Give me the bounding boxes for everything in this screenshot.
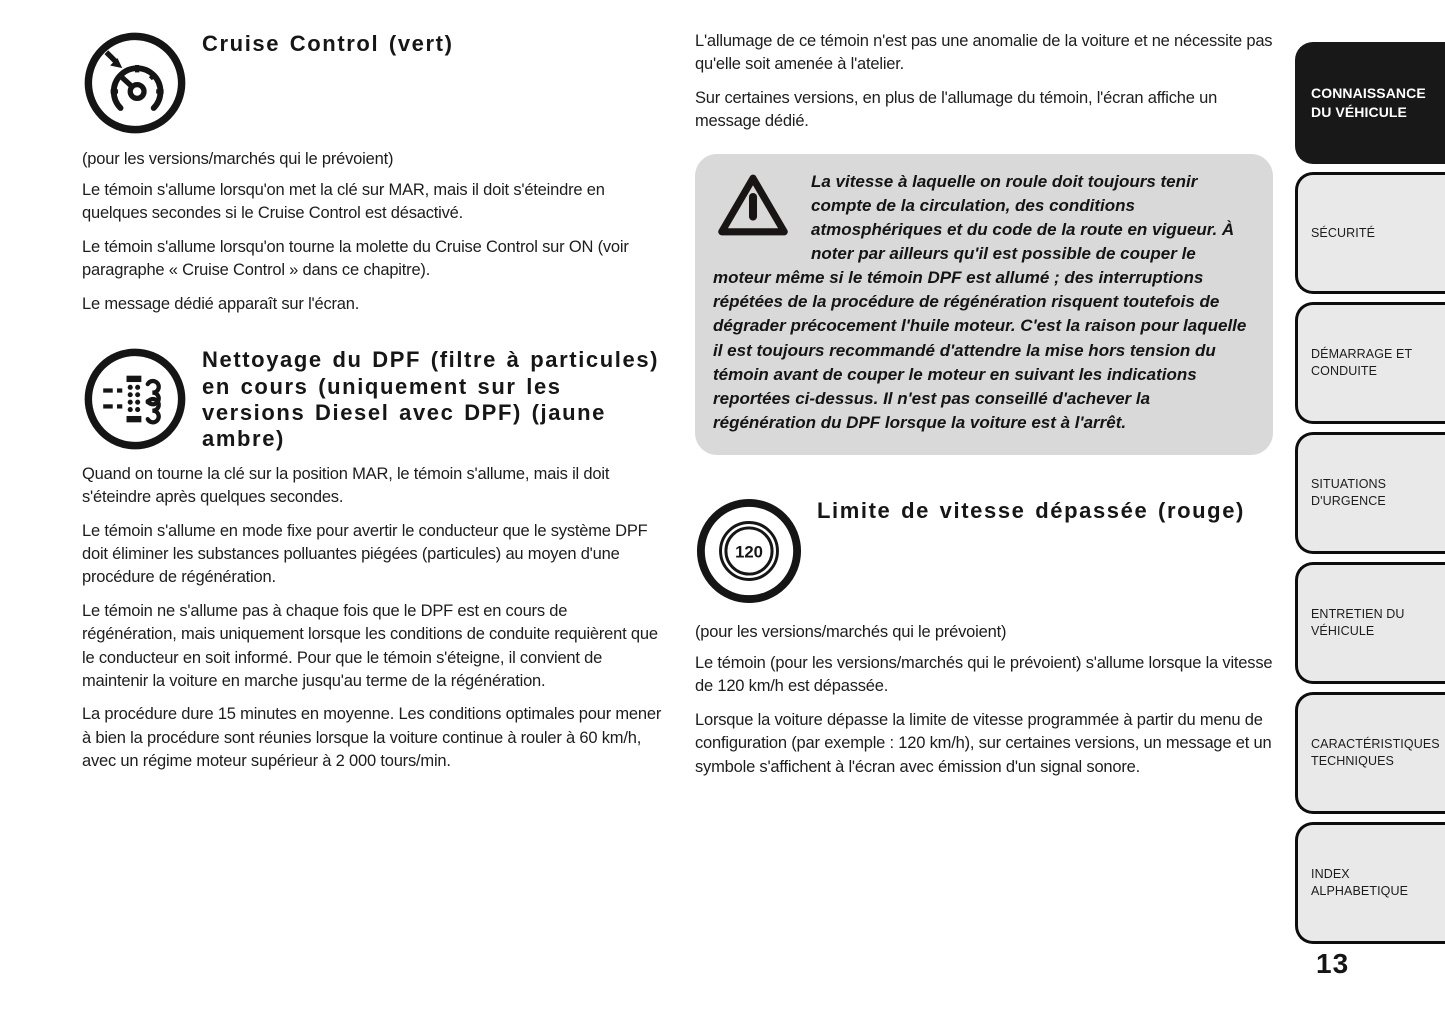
tab-situations-d-urgence[interactable] [1295, 432, 1445, 554]
tab-label: SITUATIONS D'URGENCE [1311, 477, 1387, 508]
tab-connaissance-du-vehicule[interactable] [1295, 42, 1445, 164]
cruise-control-note: (pour les versions/marchés qui le prévoient) [82, 150, 394, 168]
tab-label: CARACTÉRISTIQUES TECHNIQUES [1311, 737, 1440, 768]
warning-box [695, 154, 1273, 455]
dpf-heading: Nettoyage du DPF (filtre à particules) en cours (uniquement sur les versions Diesel avec DPF) (jaune ambre) [202, 347, 660, 452]
page-number: 13 [1316, 948, 1350, 979]
paragraph: Le témoin s'allume en mode fixe pour avertir le conducteur que le système DPF doit éliminer les substances polluantes piégées (particules) au moyen d'une procédure de régénération. [82, 521, 648, 587]
cruise-control-heading: Cruise Control (vert) [202, 31, 454, 56]
cruise-control-indicator-icon [82, 30, 188, 136]
paragraph: L'allumage de ce témoin n'est pas une anomalie de la voiture et ne nécessite pas qu'elle soit amenée à l'atelier. [695, 32, 1273, 74]
dpf-indicator-icon [82, 346, 188, 452]
tab-label: ENTRETIEN DU VÉHICULE [1311, 607, 1405, 638]
speed-limit-note: (pour les versions/marchés qui le prévoient) [695, 623, 1007, 642]
paragraph: Quand on tourne la clé sur la position MAR, le témoin s'allume, mais il doit s'éteindre après quelques secondes. [82, 464, 610, 507]
tab-entretien-du-vehicule[interactable] [1295, 562, 1445, 684]
tab-demarrage-et-conduite[interactable] [1295, 302, 1445, 424]
paragraph: Le témoin s'allume lorsqu'on tourne la molette du Cruise Control sur ON (voir paragraphe « Cruise Control » dans ce chapitre). [82, 237, 629, 280]
chapter-tabs-sidebar [1295, 0, 1445, 944]
paragraph: Le témoin ne s'allume pas à chaque fois que le DPF est en cours de régénération, mais uniquement lorsque les conditions de conduite requièrent que le conducteur en soit informé. Pour que le témoin s'éteigne, il convient de maintenir la voiture en marche jusqu'au terme de la régénération. [82, 601, 658, 691]
speed-limit-value: 120 [735, 542, 763, 562]
left-column [82, 30, 662, 774]
tab-label: CONNAISSANCE DU VÉHICULE [1311, 85, 1426, 120]
warning-text: La vitesse à laquelle on roule doit toujours tenir compte de la circulation, des conditions atmosphériques et du code de la route en vigueur. À noter par ailleurs qu'il est possible de couper le moteur même si le témoin DPF est allumé ; des interruptions répétées de la procédure de régénération risquent toutefois de dégrader précocement l'huile moteur. C'est la raison pour laquelle il est toujours recommandé d'attendre la mise hors tension du témoin avant de couper le moteur en suivant les indications reportées ci-dessus. Il n'est pas conseillé d'achever la régénération du DPF lorsque la voiture est à l'arrêt. [713, 171, 1247, 432]
dpf-section-header [82, 346, 662, 453]
paragraph: Sur certaines versions, en plus de l'allumage du témoin, l'écran affiche un message dédié. [695, 88, 1218, 131]
warning-triangle-icon [715, 172, 791, 238]
paragraph: Le témoin (pour les versions/marchés qui le prévoient) s'allume lorsque la vitesse de 120 km/h est dépassée. [695, 654, 1273, 696]
tab-label: DÉMARRAGE ET CONDUITE [1311, 347, 1412, 378]
tab-index-alphabetique[interactable] [1295, 822, 1445, 944]
paragraph: La procédure dure 15 minutes en moyenne. Les conditions optimales pour mener à bien la procédure sont réunies lorsque la voiture continue à rouler à 60 km/h, avec un régime moteur supérieur à 2 000 tours/min. [82, 705, 662, 771]
tab-label: SÉCURITÉ [1311, 225, 1376, 240]
tab-caracteristiques-techniques[interactable] [1295, 692, 1445, 814]
speed-limit-120-icon [695, 497, 803, 605]
cruise-control-section-header [82, 30, 662, 136]
speed-limit-heading: Limite de vitesse dépassée (rouge) [817, 498, 1245, 524]
paragraph: Le témoin s'allume lorsqu'on met la clé sur MAR, mais il doit s'éteindre en quelques secondes si le Cruise Control est désactivé. [82, 181, 605, 223]
tab-label: INDEX ALPHABETIQUE [1311, 867, 1409, 898]
right-column [695, 30, 1273, 779]
speed-limit-section-header [695, 497, 1273, 605]
tab-securite[interactable] [1295, 172, 1445, 294]
paragraph: Le message dédié apparaît sur l'écran. [82, 294, 360, 313]
paragraph: Lorsque la voiture dépasse la limite de vitesse programmée à partir du menu de configuration (par exemple : 120 km/h), sur certaines versions, un message et un symbole s'affichent à l'écran avec émission d'un signal sonore. [695, 710, 1272, 776]
